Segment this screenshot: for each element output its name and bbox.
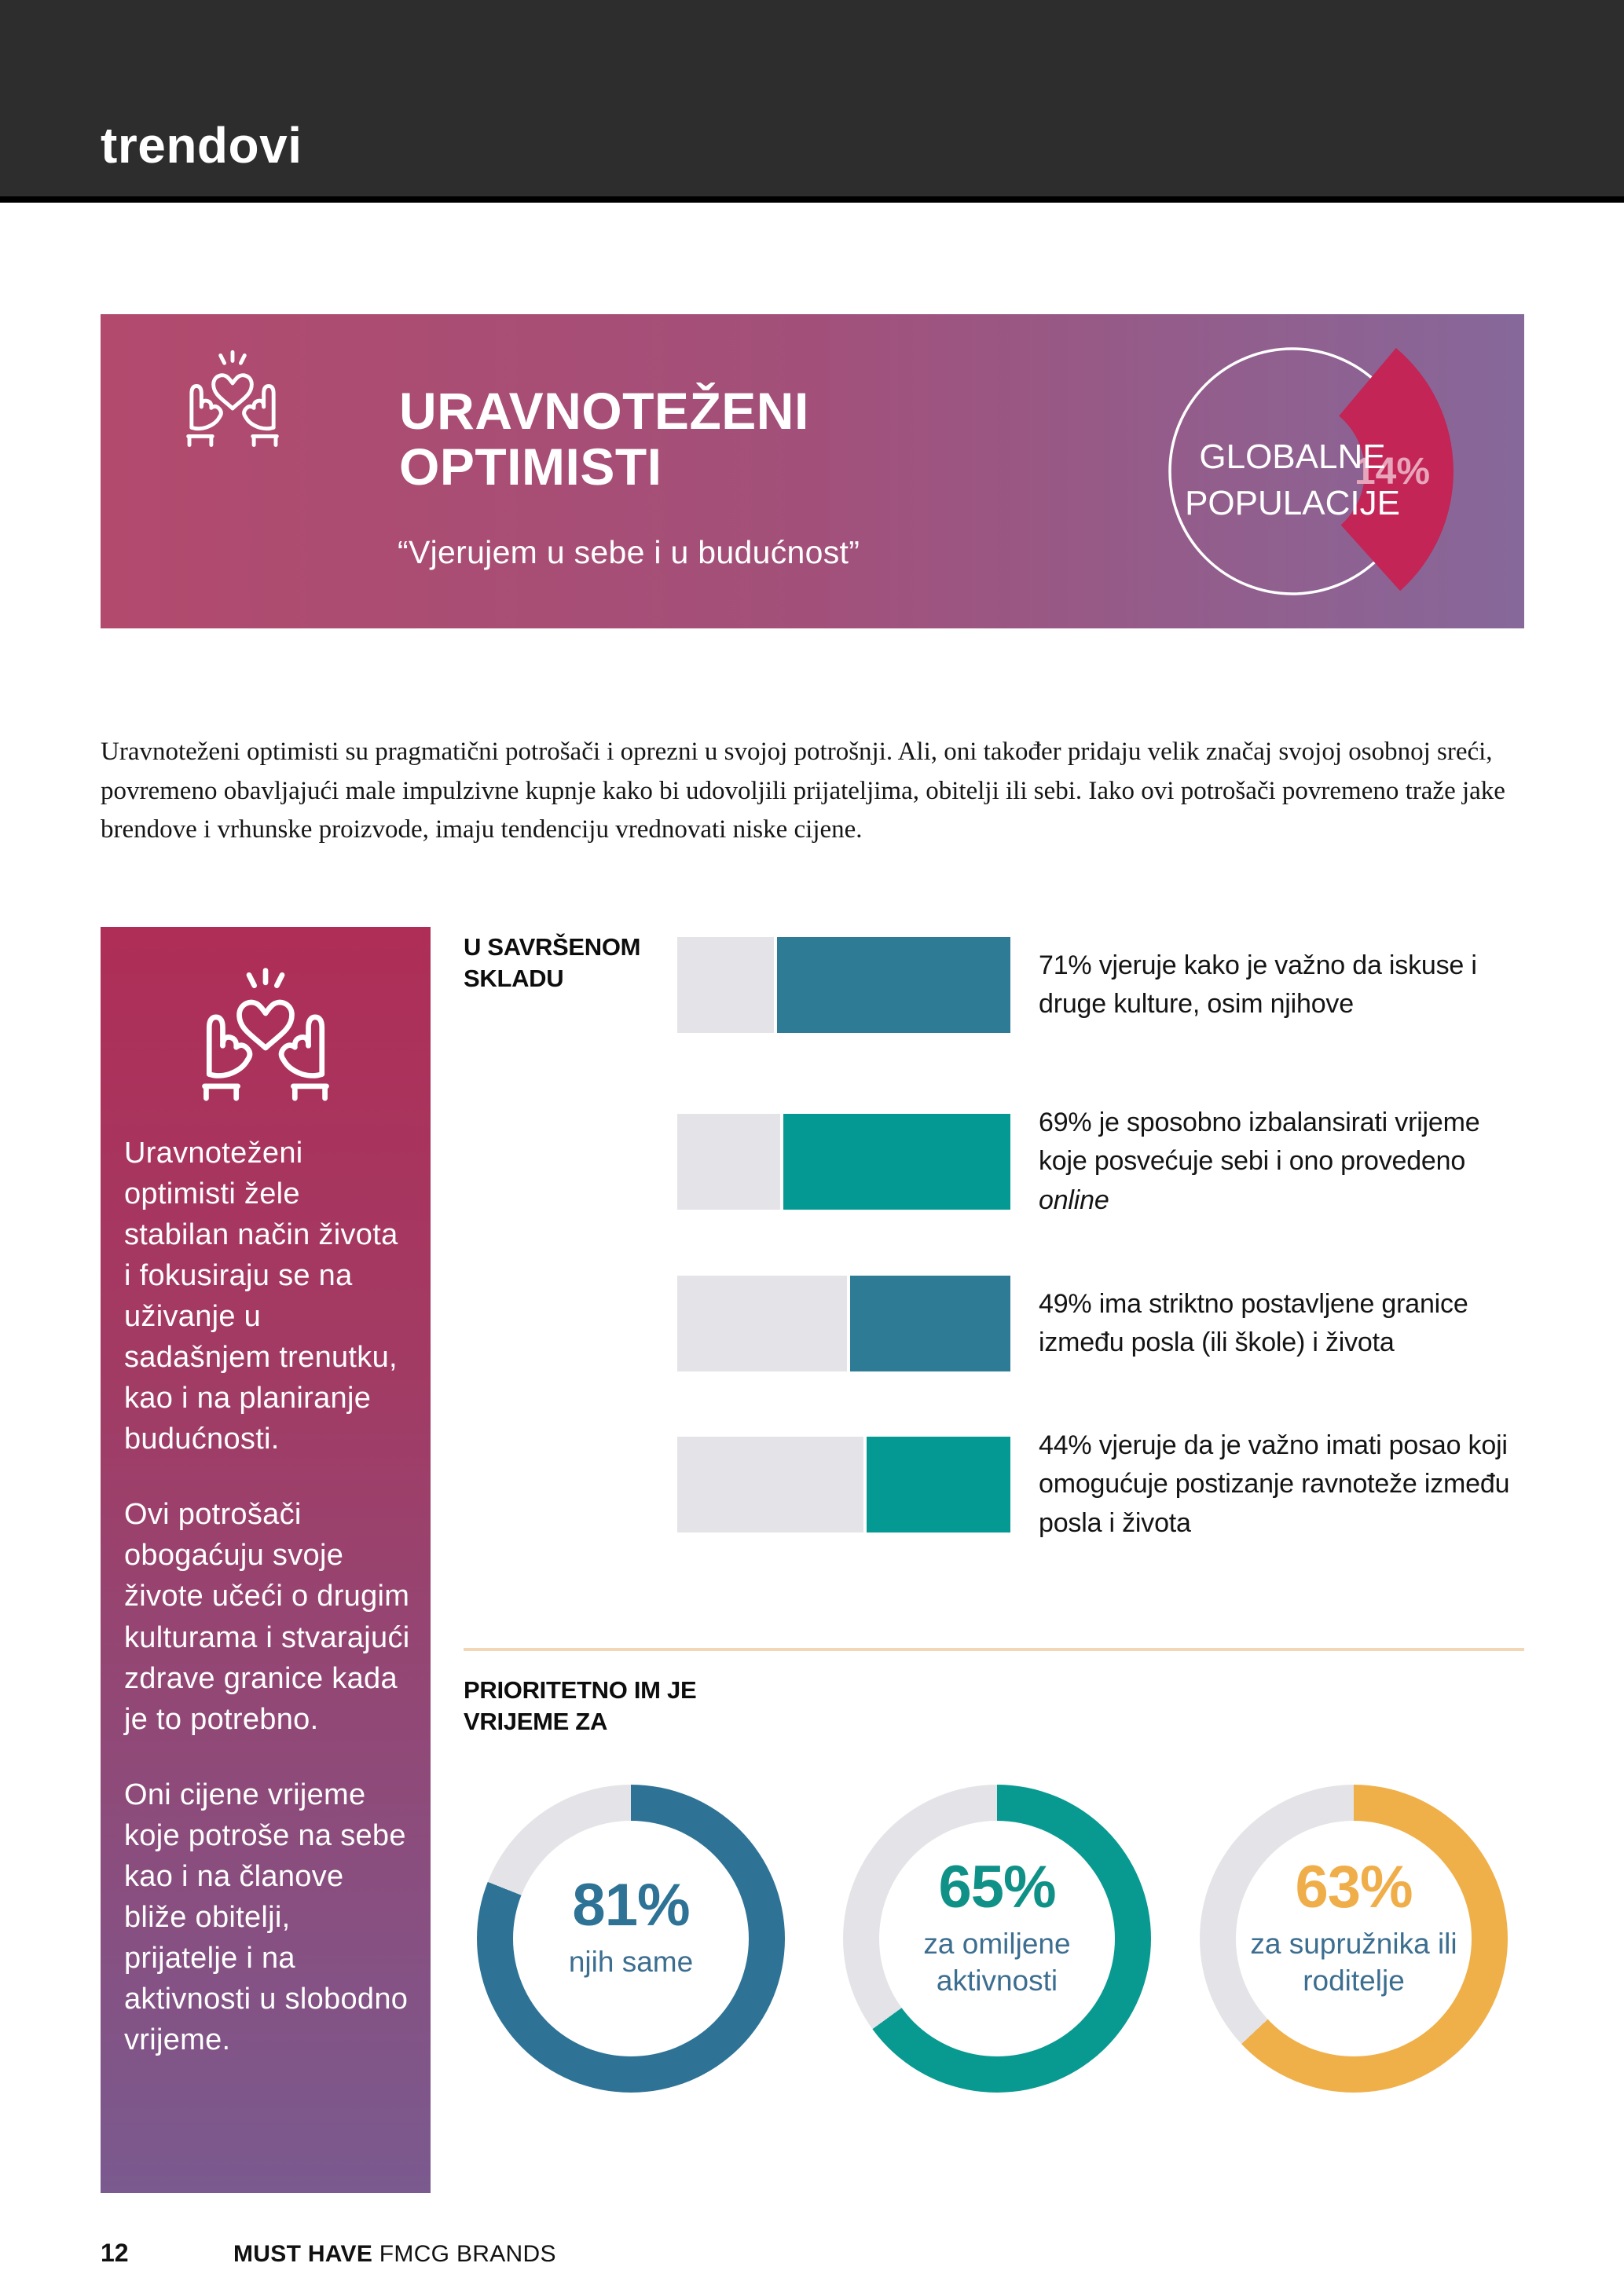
heading-line: SKLADU	[464, 965, 564, 993]
heading-line: U SAVRŠENOM	[464, 933, 641, 961]
bar-fill	[850, 1276, 1010, 1371]
footer-brand-bold: MUST HAVE	[233, 2241, 373, 2267]
badge-label-line2: POPULACIJE	[1185, 484, 1400, 522]
badge-label-line1: GLOBALNE	[1199, 437, 1386, 476]
bar-track	[677, 1114, 780, 1210]
donut-value: 81%	[572, 1872, 690, 1939]
heading-line: VRIJEME ZA	[464, 1708, 608, 1736]
segment-sidebar	[101, 927, 431, 2193]
global-population-label	[1170, 349, 1415, 594]
footer-brand	[233, 2241, 556, 2268]
sidebar-description	[124, 1133, 412, 2095]
hands-heart-icon	[170, 344, 295, 462]
harmony-section-heading	[464, 932, 684, 995]
bar-label: 71% vjeruje kako je važno da iskuse i druge kulture, osim njihove	[1039, 950, 1477, 1019]
population-percentage: 14%	[1354, 451, 1431, 493]
intro-paragraph: Uravnoteženi optimisti su pragmatični potrošači i oprezni u svojoj potrošnji. Ali, oni također pridaju velik značaj svojoj osobnoj sreći, povremeno obavljajući male impulzivne kupnje kako bi udovoljili prijateljima, obitelji ili sebi. Iako ovi potrošači povremeno traže jake brendove i vrhunske proizvode, imaju tendenciju vrednovati niske cijene.	[101, 738, 1505, 844]
donut-65-percent	[843, 1785, 1151, 2093]
bar-fill	[867, 1437, 1010, 1532]
bar-label: 49% ima striktno postavljene granice između posla (ili škole) i života	[1039, 1288, 1468, 1357]
heading-line: PRIORITETNO IM JE	[464, 1676, 697, 1704]
sidebar-paragraph: Uravnoteženi optimisti žele stabilan način života i fokusiraju se na uživanje u sadašnjem trenutku, kao i na planiranje budućnosti.	[124, 1137, 398, 1456]
page-number: 12	[101, 2239, 129, 2267]
priority-section-heading	[464, 1675, 715, 1738]
donut-value: 65%	[938, 1854, 1056, 1921]
bar-label: 69% je sposobno izbalansirati vrijeme koje posvećuje sebi i ono provedeno online	[1039, 1108, 1480, 1215]
bar-fill	[783, 1114, 1010, 1210]
bar-49-percent	[677, 1276, 1010, 1371]
bar-fill	[777, 937, 1010, 1033]
donut-hole	[879, 1821, 1115, 2056]
sidebar-paragraph: Oni cijene vrijeme koje potroše na sebe kao i na članove bliže obitelji, prijatelje i na aktivnosti u slobodno vrijeme.	[124, 1778, 409, 2056]
hero-banner	[101, 314, 1524, 628]
donut-label: za omiljene aktivnosti	[923, 1928, 1071, 1997]
bar-track	[677, 1276, 847, 1371]
page-title: trendovi	[101, 117, 302, 174]
bar-71-percent	[677, 937, 1010, 1033]
footer-brand-regular: FMCG BRANDS	[372, 2241, 556, 2267]
segment-quote: “Vjerujem u sebe i u budućnost”	[398, 534, 860, 570]
segment-title-line2: OPTIMISTI	[399, 438, 662, 496]
donut-label: njih same	[568, 1946, 694, 1979]
bar-track	[677, 1437, 863, 1532]
donut-label: za supružnika ili roditelje	[1250, 1928, 1457, 1997]
hands-heart-icon	[179, 960, 352, 1121]
donut-63-percent	[1200, 1785, 1508, 2093]
page-header-band	[0, 0, 1624, 203]
donut-81-percent	[477, 1785, 785, 2093]
bar-label: 44% vjeruje da je važno imati posao koji omogućuje postizanje ravnoteže između posla i života	[1039, 1430, 1510, 1538]
donut-hole	[1236, 1821, 1472, 2056]
donut-hole	[513, 1821, 749, 2056]
donut-value: 63%	[1295, 1854, 1413, 1921]
segment-title-line1: URAVNOTEŽENI	[399, 382, 809, 440]
bar-track	[677, 937, 774, 1033]
bar-44-percent	[677, 1437, 1010, 1532]
section-divider	[464, 1648, 1524, 1651]
bar-69-percent	[677, 1114, 1010, 1210]
segment-title	[399, 383, 809, 496]
sidebar-paragraph: Ovi potrošači obogaćuju svoje živote učeći o drugim kulturama i stvarajući zdrave granice kada je to potrebno.	[124, 1498, 410, 1736]
